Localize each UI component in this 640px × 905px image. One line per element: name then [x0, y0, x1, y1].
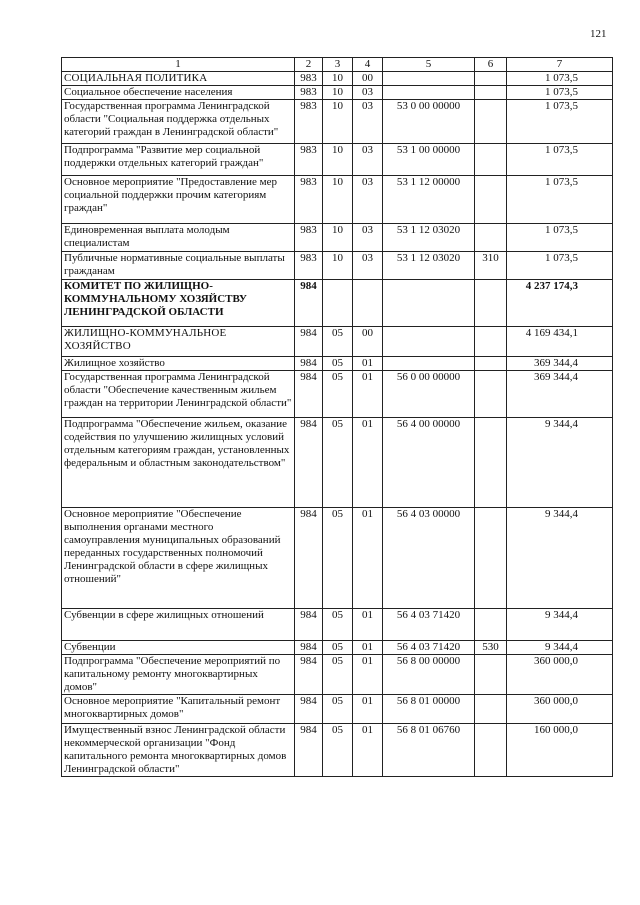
- row-subsection: 01: [353, 371, 383, 418]
- row-subsection: 03: [353, 144, 383, 176]
- row-expense-type: [475, 280, 507, 327]
- row-amount: 360 000,0: [507, 695, 613, 724]
- table-row: [62, 418, 613, 508]
- row-subsection: 03: [353, 86, 383, 100]
- row-section: 10: [323, 252, 353, 280]
- row-subsection: 01: [353, 695, 383, 724]
- row-grbs: 983: [295, 144, 323, 176]
- row-subsection: 01: [353, 655, 383, 695]
- row-name: Подпрограмма "Обеспечение мероприятий по капитальному ремонту многоквартирных домов": [62, 655, 295, 695]
- row-target-article: 53 1 12 03020: [383, 224, 475, 252]
- row-expense-type: [475, 176, 507, 224]
- row-amount: 4 237 174,3: [507, 280, 613, 327]
- row-grbs: 983: [295, 224, 323, 252]
- row-grbs: 984: [295, 641, 323, 655]
- row-amount: 1 073,5: [507, 224, 613, 252]
- row-grbs: 984: [295, 724, 323, 777]
- row-grbs: 984: [295, 695, 323, 724]
- header-cell: 5: [383, 58, 475, 72]
- row-amount: 4 169 434,1: [507, 327, 613, 357]
- row-grbs: 984: [295, 327, 323, 357]
- row-amount: 1 073,5: [507, 100, 613, 144]
- row-subsection: [353, 280, 383, 327]
- row-target-article: 56 4 03 71420: [383, 609, 475, 641]
- row-amount: 9 344,4: [507, 641, 613, 655]
- header-row: [62, 58, 613, 72]
- row-target-article: [383, 357, 475, 371]
- row-subsection: 00: [353, 72, 383, 86]
- row-name: Основное мероприятие "Обеспечение выполнения органами местного самоуправления муниципальных образований переданных государственных полномочий Ленинградской области в сфере жилищных отношений": [62, 508, 295, 609]
- row-expense-type: [475, 418, 507, 508]
- row-name: Единовременная выплата молодым специалистам: [62, 224, 295, 252]
- row-section: 05: [323, 641, 353, 655]
- row-target-article: 56 4 00 00000: [383, 418, 475, 508]
- table-row: [62, 176, 613, 224]
- row-name: Субвенции: [62, 641, 295, 655]
- row-target-article: 53 0 00 00000: [383, 100, 475, 144]
- row-name: Государственная программа Ленинградской области "Социальная поддержка отдельных категорий граждан в Ленинградской области": [62, 100, 295, 144]
- table-row: [62, 609, 613, 641]
- row-expense-type: [475, 371, 507, 418]
- header-cell: 3: [323, 58, 353, 72]
- row-expense-type: [475, 724, 507, 777]
- row-grbs: 983: [295, 86, 323, 100]
- row-section: 10: [323, 100, 353, 144]
- row-section: 05: [323, 655, 353, 695]
- row-target-article: [383, 327, 475, 357]
- header-cell: 4: [353, 58, 383, 72]
- table-row: [62, 695, 613, 724]
- row-name: Подпрограмма "Развитие мер социальной поддержки отдельных категорий граждан": [62, 144, 295, 176]
- row-amount: 1 073,5: [507, 72, 613, 86]
- header-cell: 1: [62, 58, 295, 72]
- row-expense-type: [475, 144, 507, 176]
- row-amount: 9 344,4: [507, 418, 613, 508]
- row-section: 05: [323, 695, 353, 724]
- row-section: 05: [323, 327, 353, 357]
- header-cell: 6: [475, 58, 507, 72]
- row-target-article: 53 1 12 03020: [383, 252, 475, 280]
- row-subsection: 00: [353, 327, 383, 357]
- row-amount: 9 344,4: [507, 508, 613, 609]
- row-expense-type: [475, 224, 507, 252]
- row-subsection: 01: [353, 724, 383, 777]
- row-name: Основное мероприятие "Предоставление мер социальной поддержки прочим категориям граждан": [62, 176, 295, 224]
- row-name: Основное мероприятие "Капитальный ремонт многоквартирных домов": [62, 695, 295, 724]
- table-row: [62, 724, 613, 777]
- row-expense-type: [475, 327, 507, 357]
- row-name: Субвенции в сфере жилищных отношений: [62, 609, 295, 641]
- table-row: [62, 100, 613, 144]
- row-section: 05: [323, 609, 353, 641]
- row-amount: 1 073,5: [507, 176, 613, 224]
- table-row: [62, 280, 613, 327]
- row-grbs: 984: [295, 655, 323, 695]
- row-target-article: 56 8 01 06760: [383, 724, 475, 777]
- row-grbs: 984: [295, 418, 323, 508]
- row-section: 10: [323, 72, 353, 86]
- table-row: [62, 252, 613, 280]
- row-grbs: 984: [295, 371, 323, 418]
- row-grbs: 984: [295, 508, 323, 609]
- row-subsection: 01: [353, 609, 383, 641]
- row-target-article: 53 1 12 00000: [383, 176, 475, 224]
- row-amount: 360 000,0: [507, 655, 613, 695]
- row-section: 10: [323, 224, 353, 252]
- row-grbs: 983: [295, 72, 323, 86]
- table-row: [62, 508, 613, 609]
- table-row: [62, 327, 613, 357]
- row-name: ЖИЛИЩНО-КОММУНАЛЬНОЕ ХОЗЯЙСТВО: [62, 327, 295, 357]
- row-expense-type: [475, 508, 507, 609]
- row-expense-type: [475, 357, 507, 371]
- row-subsection: 03: [353, 176, 383, 224]
- table-row: [62, 371, 613, 418]
- row-section: 10: [323, 176, 353, 224]
- row-target-article: 56 0 00 00000: [383, 371, 475, 418]
- row-expense-type: 310: [475, 252, 507, 280]
- row-grbs: 983: [295, 176, 323, 224]
- row-grbs: 984: [295, 280, 323, 327]
- row-amount: 9 344,4: [507, 609, 613, 641]
- table-row: [62, 641, 613, 655]
- page-number: 121: [590, 28, 607, 40]
- row-amount: 1 073,5: [507, 144, 613, 176]
- row-target-article: [383, 280, 475, 327]
- row-section: 05: [323, 724, 353, 777]
- row-subsection: 01: [353, 641, 383, 655]
- row-target-article: 56 8 00 00000: [383, 655, 475, 695]
- row-section: [323, 280, 353, 327]
- row-grbs: 984: [295, 357, 323, 371]
- row-expense-type: 530: [475, 641, 507, 655]
- row-expense-type: [475, 609, 507, 641]
- row-target-article: [383, 86, 475, 100]
- row-expense-type: [475, 72, 507, 86]
- row-subsection: 01: [353, 418, 383, 508]
- row-name: СОЦИАЛЬНАЯ ПОЛИТИКА: [62, 72, 295, 86]
- row-section: 05: [323, 418, 353, 508]
- row-name: Подпрограмма "Обеспечение жильем, оказание содействия по улучшению жилищных условий отдельным категориям граждан, установленных федеральным и областным законодательством": [62, 418, 295, 508]
- table-row: [62, 144, 613, 176]
- row-subsection: 03: [353, 224, 383, 252]
- row-subsection: 03: [353, 252, 383, 280]
- row-name: Государственная программа Ленинградской области "Обеспечение качественным жильем граждан на территории Ленинградской области": [62, 371, 295, 418]
- row-name: Имущественный взнос Ленинградской области некоммерческой организации "Фонд капитального ремонта многоквартирных домов Ленинградской области": [62, 724, 295, 777]
- row-expense-type: [475, 86, 507, 100]
- row-grbs: 984: [295, 609, 323, 641]
- row-amount: 160 000,0: [507, 724, 613, 777]
- row-target-article: [383, 72, 475, 86]
- row-amount: 369 344,4: [507, 371, 613, 418]
- row-target-article: 56 8 01 00000: [383, 695, 475, 724]
- row-name: Публичные нормативные социальные выплаты гражданам: [62, 252, 295, 280]
- row-expense-type: [475, 695, 507, 724]
- row-subsection: 03: [353, 100, 383, 144]
- budget-table: [61, 57, 613, 777]
- row-section: 05: [323, 508, 353, 609]
- header-cell: 2: [295, 58, 323, 72]
- table-row: [62, 655, 613, 695]
- row-name: Социальное обеспечение населения: [62, 86, 295, 100]
- row-expense-type: [475, 655, 507, 695]
- row-section: 10: [323, 144, 353, 176]
- row-amount: 369 344,4: [507, 357, 613, 371]
- row-name: КОМИТЕТ ПО ЖИЛИЩНО-КОММУНАЛЬНОМУ ХОЗЯЙСТВУ ЛЕНИНГРАДСКОЙ ОБЛАСТИ: [62, 280, 295, 327]
- header-cell: 7: [507, 58, 613, 72]
- row-amount: 1 073,5: [507, 86, 613, 100]
- row-amount: 1 073,5: [507, 252, 613, 280]
- table-row: [62, 72, 613, 86]
- row-section: 05: [323, 371, 353, 418]
- table-row: [62, 86, 613, 100]
- row-target-article: 53 1 00 00000: [383, 144, 475, 176]
- row-grbs: 983: [295, 100, 323, 144]
- row-expense-type: [475, 100, 507, 144]
- row-subsection: 01: [353, 508, 383, 609]
- row-grbs: 983: [295, 252, 323, 280]
- row-target-article: 56 4 03 00000: [383, 508, 475, 609]
- row-section: 05: [323, 357, 353, 371]
- row-subsection: 01: [353, 357, 383, 371]
- row-name: Жилищное хозяйство: [62, 357, 295, 371]
- table-row: [62, 357, 613, 371]
- table-row: [62, 224, 613, 252]
- row-target-article: 56 4 03 71420: [383, 641, 475, 655]
- row-section: 10: [323, 86, 353, 100]
